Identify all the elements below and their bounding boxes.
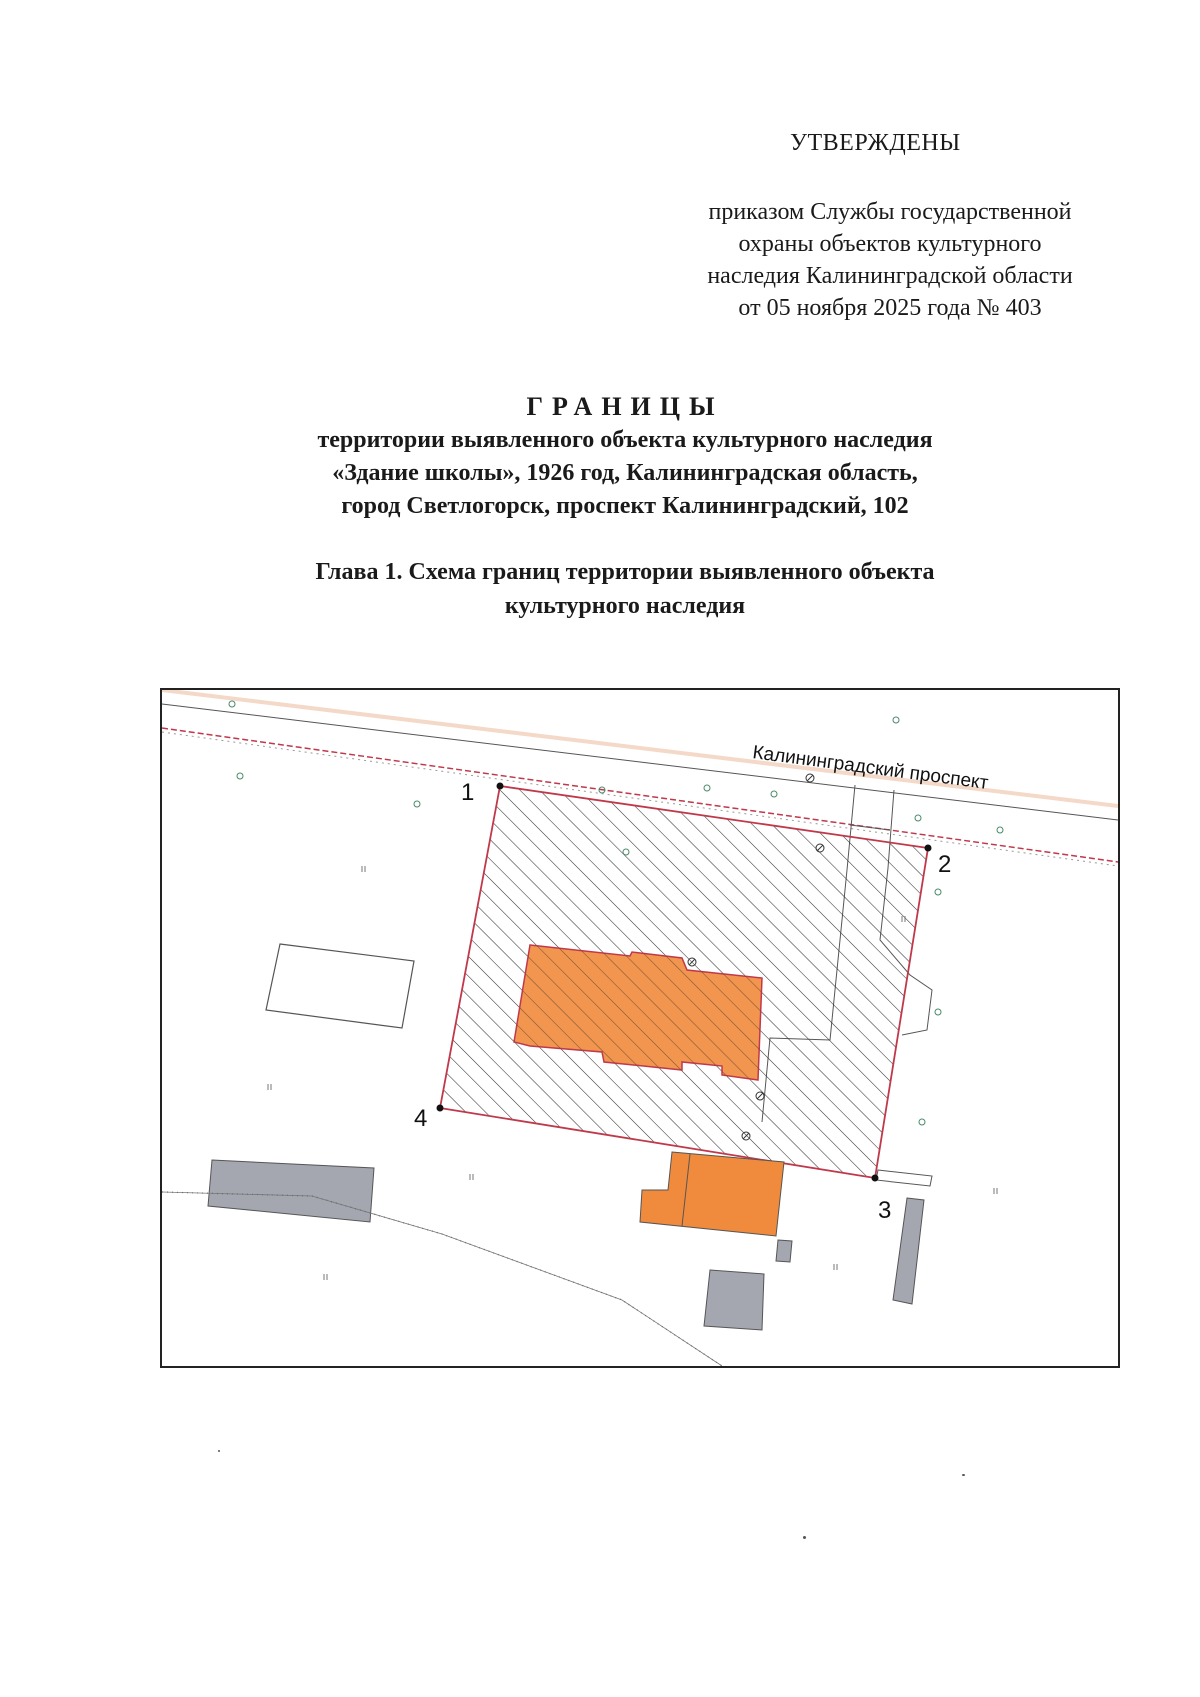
approval-order-text bbox=[660, 196, 1120, 324]
document-heading bbox=[150, 390, 1100, 523]
approval-line: наследия Калининградской области bbox=[707, 263, 1073, 289]
grey-building bbox=[208, 1160, 374, 1222]
fence-line bbox=[162, 1192, 722, 1366]
point-label-2: 2 bbox=[938, 851, 952, 878]
grey-building bbox=[776, 1240, 792, 1262]
map-canvas bbox=[162, 690, 1118, 1366]
chapter-line: Глава 1. Схема границ территории выявленного объекта bbox=[315, 559, 935, 585]
scan-speck bbox=[803, 1536, 806, 1539]
point-label-4: 4 bbox=[414, 1105, 428, 1132]
chapter-line: культурного наследия bbox=[504, 593, 746, 619]
scan-speck bbox=[218, 1450, 220, 1452]
boundary-map bbox=[160, 688, 1120, 1368]
orange-outbuilding bbox=[640, 1152, 784, 1236]
street-label: Калининградский проспект bbox=[751, 742, 990, 794]
point-label-1: 1 bbox=[461, 779, 475, 806]
heading-line: город Светлогорск, проспект Калининградский, 102 bbox=[341, 493, 909, 519]
heading-line: территории выявленного объекта культурного наследия bbox=[317, 427, 933, 453]
strip-structure bbox=[876, 1170, 932, 1186]
scan-speck bbox=[962, 1474, 965, 1476]
approval-line: от 05 ноября 2025 года № 403 bbox=[738, 295, 1042, 321]
point-label-3: 3 bbox=[878, 1197, 892, 1224]
grey-building bbox=[704, 1270, 764, 1330]
approval-line: охраны объектов культурного bbox=[738, 231, 1042, 257]
approval-title: УТВЕРЖДЕНЫ bbox=[790, 130, 961, 156]
outline-building bbox=[266, 944, 414, 1028]
heading-title: ГРАНИЦЫ bbox=[526, 392, 724, 421]
approval-line: приказом Службы государственной bbox=[708, 199, 1072, 225]
grey-building bbox=[893, 1198, 924, 1304]
heading-line: «Здание школы», 1926 год, Калининградская область, bbox=[332, 460, 918, 486]
chapter-heading bbox=[150, 555, 1100, 623]
